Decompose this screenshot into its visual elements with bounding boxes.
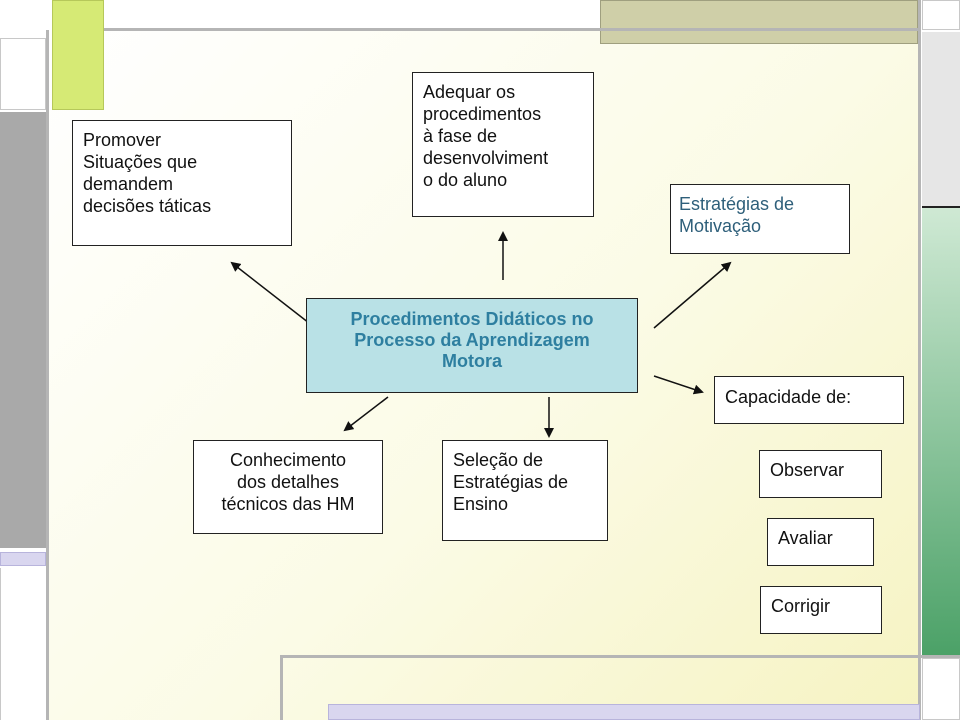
node-observar bbox=[759, 450, 882, 498]
node-selecao-label: Seleção de Estratégias de Ensino bbox=[453, 450, 569, 514]
node-observar-label: Observar bbox=[770, 460, 845, 480]
node-estrategias-label: Estratégias de Motivação bbox=[679, 194, 795, 236]
node-estrategias-motivacao bbox=[670, 184, 850, 254]
arrow-to-conhecimento bbox=[345, 397, 388, 430]
arrow-to-capacidade bbox=[654, 376, 702, 392]
node-capacidade bbox=[714, 376, 904, 424]
node-selecao bbox=[442, 440, 608, 541]
node-capacidade-label: Capacidade de: bbox=[725, 387, 852, 407]
node-avaliar-label: Avaliar bbox=[778, 528, 833, 548]
arrow-to-estrategias bbox=[654, 263, 730, 328]
node-adequar bbox=[412, 72, 594, 217]
node-adequar-label: Adequar os procedimentos à fase de desenvolviment o do aluno bbox=[423, 82, 549, 190]
node-center bbox=[306, 298, 638, 393]
node-conhecimento bbox=[193, 440, 383, 534]
node-center-label: Procedimentos Didáticos no Processo da Aprendizagem Motora bbox=[350, 309, 594, 371]
node-corrigir-label: Corrigir bbox=[771, 596, 831, 616]
node-conhecimento-label: Conhecimento dos detalhes técnicos das HM bbox=[221, 450, 355, 514]
node-avaliar bbox=[767, 518, 874, 566]
node-corrigir bbox=[760, 586, 882, 634]
node-promover-label: Promover Situações que demandem decisões táticas bbox=[83, 130, 212, 216]
node-promover bbox=[72, 120, 292, 246]
